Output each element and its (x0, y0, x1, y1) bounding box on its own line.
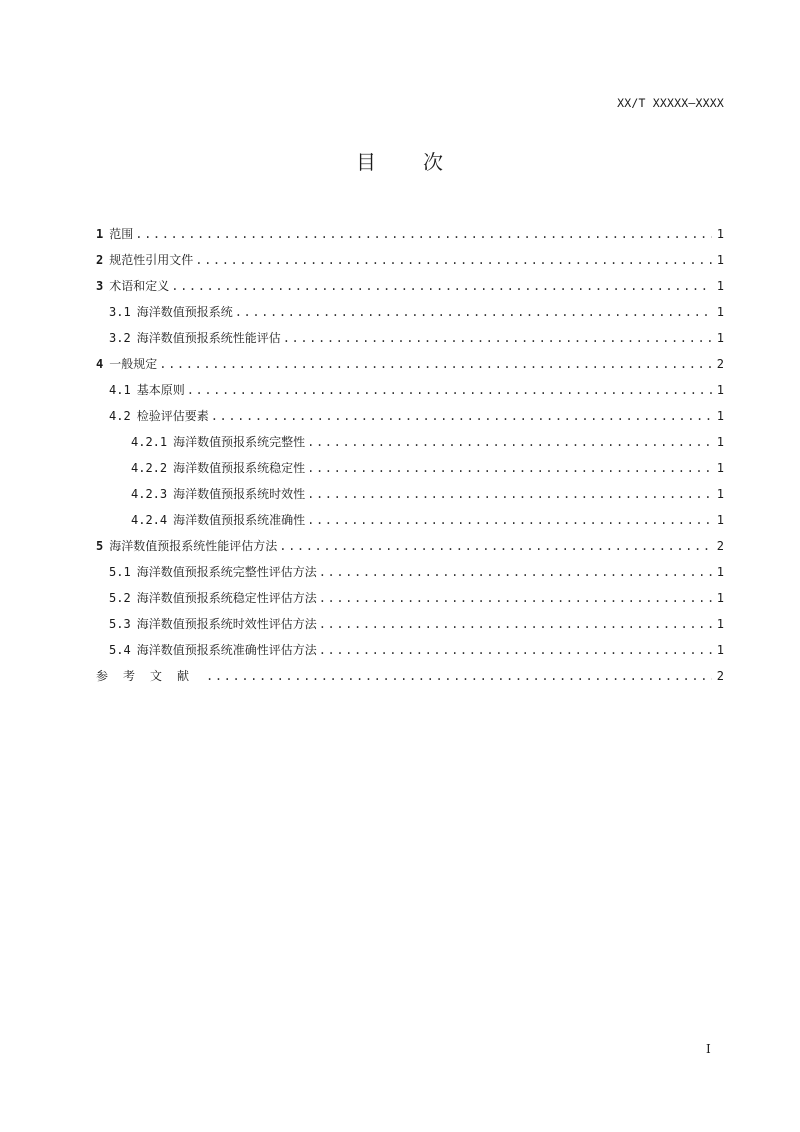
toc-entry-number: 5 (96, 539, 104, 553)
toc-entry-label: 海洋数值预报系统性能评估 (136, 331, 281, 345)
toc-entry-page-number: 1 (716, 565, 724, 579)
toc-entry-label: 海洋数值预报系统完整性 (173, 435, 306, 449)
toc-entry[interactable] (96, 637, 724, 663)
toc-entry[interactable] (96, 299, 724, 325)
toc-dot-leader (206, 663, 712, 689)
toc-entry-page-number: 1 (716, 487, 724, 501)
toc-entry-page-number: 2 (716, 357, 724, 371)
toc-entry-page-number: 1 (716, 435, 724, 449)
toc-entry-number: 2 (96, 253, 104, 267)
toc-entry[interactable] (96, 221, 724, 247)
toc-dot-leader (211, 403, 712, 429)
toc-entry[interactable] (96, 247, 724, 273)
page-folio: I (706, 1042, 711, 1056)
toc-entry-label: 参考文献 (96, 669, 205, 683)
toc-title-char-2: 次 (423, 150, 444, 174)
toc-dot-leader (319, 559, 712, 585)
toc-entry-number: 1 (96, 227, 104, 241)
toc-dot-leader (319, 611, 712, 637)
toc-entry-page-number: 2 (716, 539, 724, 553)
toc-entry-label: 海洋数值预报系统完整性评估方法 (136, 565, 317, 579)
toc-entry[interactable] (96, 325, 724, 351)
toc-title-char-1: 目 (356, 150, 377, 174)
toc-entry-number: 4.1 (109, 383, 131, 397)
toc-entry-label: 海洋数值预报系统稳定性 (173, 461, 306, 475)
toc-entry-page-number: 1 (716, 227, 724, 241)
toc-entry-number: 4 (96, 357, 104, 371)
toc-entry-number: 3.2 (109, 331, 131, 345)
toc-entry-label: 检验评估要素 (136, 409, 209, 423)
toc-entry-page-number: 1 (716, 617, 724, 631)
toc-entry-number: 4.2.3 (131, 487, 168, 501)
toc-entry-label: 基本原则 (136, 383, 185, 397)
toc-entry-page-number: 1 (716, 513, 724, 527)
toc-entry-page-number: 1 (716, 279, 724, 293)
toc-entry[interactable] (96, 533, 724, 559)
toc-dot-leader (319, 637, 712, 663)
toc-dot-leader (135, 221, 712, 247)
toc-dot-leader (283, 325, 712, 351)
toc-entry-number: 4.2 (109, 409, 131, 423)
toc-entry-number: 5.3 (109, 617, 131, 631)
toc-entry-page-number: 1 (716, 253, 724, 267)
toc-entry[interactable] (96, 351, 724, 377)
toc-entry[interactable] (96, 273, 724, 299)
toc-entry-number: 3.1 (109, 305, 131, 319)
toc-entry[interactable] (96, 507, 724, 533)
toc-entry[interactable] (96, 377, 724, 403)
toc-entry-label: 海洋数值预报系统 (136, 305, 233, 319)
toc-entry-label: 术语和定义 (109, 279, 170, 293)
toc-entry-number: 3 (96, 279, 104, 293)
toc-entry-number: 4.2.4 (131, 513, 168, 527)
toc-dot-leader (171, 273, 712, 299)
toc-dot-leader (307, 455, 712, 481)
toc-entry-label: 海洋数值预报系统稳定性评估方法 (136, 591, 317, 605)
toc-entry-page-number: 1 (716, 591, 724, 605)
toc-entry-number: 5.2 (109, 591, 131, 605)
toc-entry-number: 4.2.2 (131, 461, 168, 475)
toc-title (0, 146, 800, 175)
toc-dot-leader (235, 299, 712, 325)
toc-dot-leader (279, 533, 712, 559)
toc-entry[interactable] (96, 663, 724, 689)
toc-dot-leader (195, 247, 712, 273)
toc-dot-leader (307, 429, 712, 455)
toc-entry[interactable] (96, 429, 724, 455)
toc-entry[interactable] (96, 559, 724, 585)
toc-entry-label: 海洋数值预报系统性能评估方法 (109, 539, 278, 553)
toc-entry-label: 一般规定 (109, 357, 158, 371)
toc-entry-page-number: 1 (716, 383, 724, 397)
toc-entry-page-number: 1 (716, 305, 724, 319)
toc-dot-leader (307, 507, 712, 533)
toc-entry-page-number: 2 (716, 669, 724, 683)
table-of-contents (96, 221, 724, 689)
toc-entry[interactable] (96, 611, 724, 637)
toc-entry-number: 5.1 (109, 565, 131, 579)
toc-entry-page-number: 1 (716, 461, 724, 475)
toc-entry-label: 海洋数值预报系统时效性 (173, 487, 306, 501)
toc-entry[interactable] (96, 481, 724, 507)
toc-entry-page-number: 1 (716, 643, 724, 657)
toc-entry-page-number: 1 (716, 409, 724, 423)
toc-entry[interactable] (96, 455, 724, 481)
toc-entry-number: 5.4 (109, 643, 131, 657)
toc-dot-leader (159, 351, 712, 377)
toc-entry[interactable] (96, 585, 724, 611)
toc-entry-label: 范围 (109, 227, 134, 241)
toc-entry-number: 4.2.1 (131, 435, 168, 449)
toc-entry-label: 海洋数值预报系统准确性评估方法 (136, 643, 317, 657)
toc-dot-leader (187, 377, 712, 403)
toc-dot-leader (307, 481, 712, 507)
toc-entry-label: 海洋数值预报系统准确性 (173, 513, 306, 527)
toc-dot-leader (319, 585, 712, 611)
toc-entry-label: 海洋数值预报系统时效性评估方法 (136, 617, 317, 631)
toc-entry-page-number: 1 (716, 331, 724, 345)
toc-entry[interactable] (96, 403, 724, 429)
document-code: XX/T XXXXX—XXXX (617, 96, 724, 110)
toc-entry-label: 规范性引用文件 (109, 253, 194, 267)
